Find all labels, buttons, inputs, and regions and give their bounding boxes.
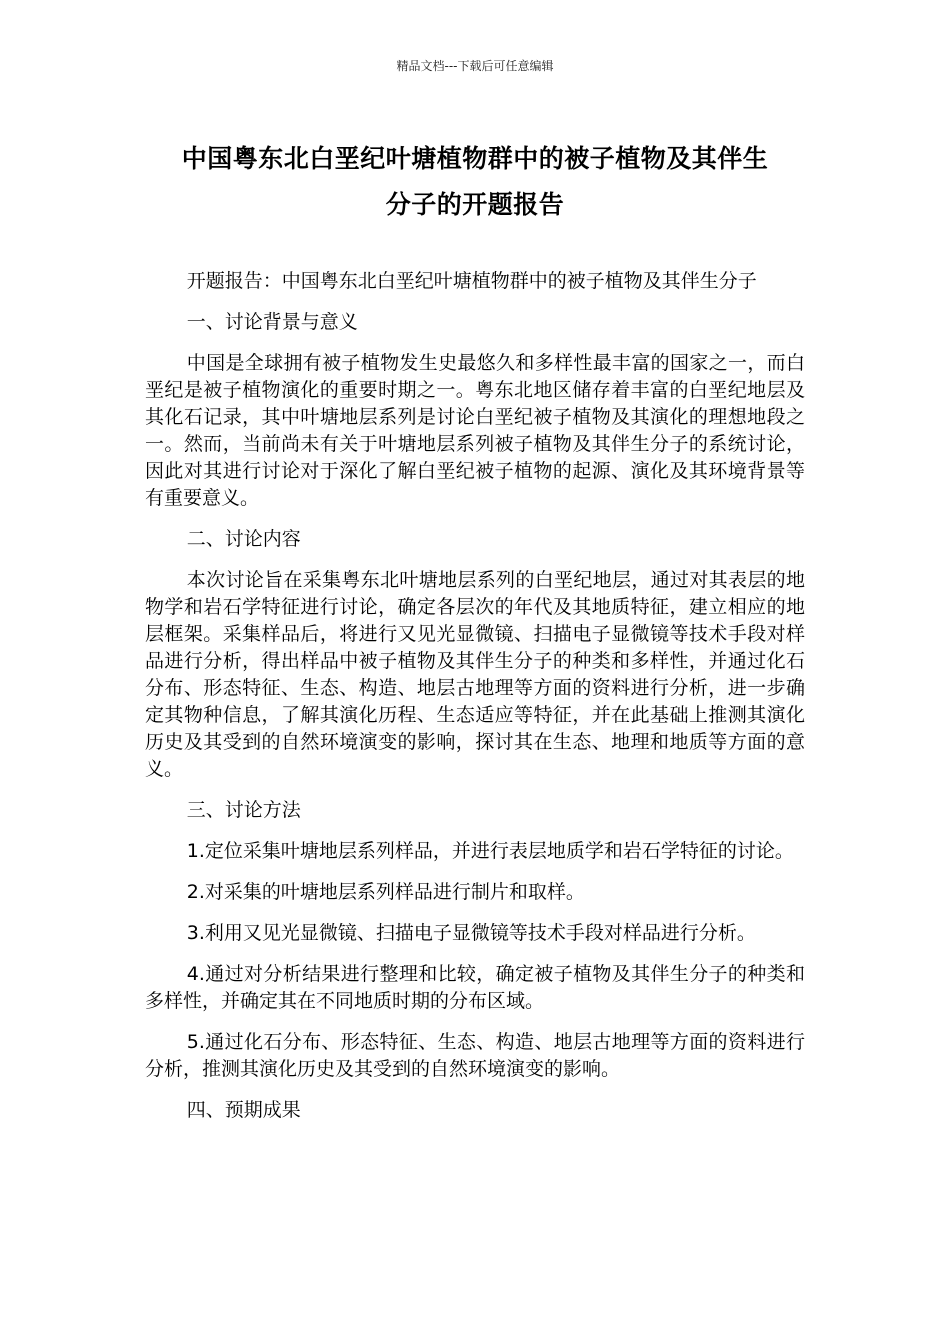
intro-paragraph: 开题报告：中国粤东北白垩纪叶塘植物群中的被子植物及其伴生分子 [186,270,757,292]
title-line-2: 分子的开题报告 [385,190,565,219]
document-body [145,268,805,1138]
page-header-note: 精品文档---下载后可任意编辑 [396,59,554,73]
method-item: 3.利用又见光显微镜、扫描电子显微镜等技术手段对样品进行分析。 [186,922,756,944]
content-paragraph: 本次讨论旨在采集粤东北叶塘地层系列的白垩纪地层，通过对其表层的地物学和岩石学特征进行讨论，确定各层次的年代及其地质特征，建立相应的地层框架。采集样品后，将进行又见光显微镜、扫描电子显微镜等技术手段对样品进行分析，得出样品中被子植物及其伴生分子的种类和多样性，并通过化石分布、形态特征、生态、构造、地层古地理等方面的资料进行分析，进一步确定其物种信息，了解其演化历程、生态适应等特征，并在此基础上推测其演化历史及其受到的自然环境演变的影响，探讨其在生态、地理和地质等方面的意义。 [145,569,805,780]
section-heading-results: 四、预期成果 [186,1099,301,1121]
method-item: 5.通过化石分布、形态特征、生态、构造、地层古地理等方面的资料进行分析，推测其演化历史及其受到的自然环境演变的影响。 [145,1031,805,1080]
method-item: 1.定位采集叶塘地层系列样品，并进行表层地质学和岩石学特征的讨论。 [186,840,794,862]
section-heading-background: 一、讨论背景与意义 [186,311,358,333]
method-item: 4.通过对分析结果进行整理和比较，确定被子植物及其伴生分子的种类和多样性，并确定其在不同地质时期的分布区域。 [145,963,805,1012]
document-title [144,136,806,228]
method-item: 2.对采集的叶塘地层系列样品进行制片和取样。 [186,881,585,903]
section-heading-content: 二、讨论内容 [186,528,301,550]
background-paragraph: 中国是全球拥有被子植物发生史最悠久和多样性最丰富的国家之一，而白垩纪是被子植物演化的重要时期之一。粤东北地区储存着丰富的白垩纪地层及其化石记录，其中叶塘地层系列是讨论白垩纪被子植物及其演化的理想地段之一。然而，当前尚未有关于叶塘地层系列被子植物及其伴生分子的系统讨论，因此对其进行讨论对于深化了解白垩纪被子植物的起源、演化及其环境背景等有重要意义。 [145,352,805,509]
section-heading-method: 三、讨论方法 [186,799,301,821]
title-line-1: 中国粤东北白垩纪叶塘植物群中的被子植物及其伴生 [181,144,769,173]
